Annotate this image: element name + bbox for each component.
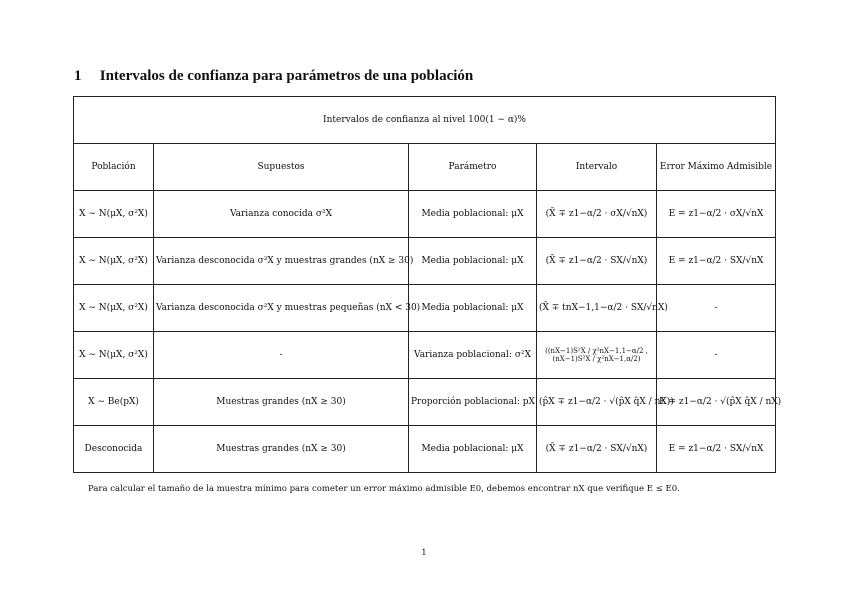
cell-assumptions: Varianza conocida σ²X [154, 191, 409, 238]
page-number: 1 [421, 548, 427, 558]
cell-max-error: E = z1−α/2 · √(p̂X q̂X / nX) [657, 379, 776, 426]
cell-max-error: E = z1−α/2 · SX/√nX [657, 426, 776, 473]
cell-population: X ∼ Be(pX) [74, 379, 154, 426]
table-row [74, 191, 776, 238]
cell-max-error: E = z1−α/2 · σX/√nX [657, 191, 776, 238]
cell-interval: (p̂X ∓ z1−α/2 · √(p̂X q̂X / nX)) [537, 379, 657, 426]
cell-max-error: - [657, 332, 776, 379]
cell-interval: (X̄ ∓ z1−α/2 · σX/√nX) [537, 191, 657, 238]
cell-parameter: Media poblacional: μX [409, 426, 537, 473]
table-caption: Intervalos de confianza al nivel 100(1 − α)% [74, 97, 776, 144]
table-row [74, 285, 776, 332]
cell-population: X ∼ N(μX, σ²X) [74, 238, 154, 285]
cell-parameter: Varianza poblacional: σ²X [409, 332, 537, 379]
cell-parameter: Media poblacional: μX [409, 238, 537, 285]
confidence-interval-table [73, 96, 782, 473]
cell-interval: (X̄ ∓ z1−α/2 · SX/√nX) [537, 238, 657, 285]
cell-assumptions: Varianza desconocida σ²X y muestras grandes (nX ≥ 30) [154, 238, 409, 285]
cell-max-error: - [657, 285, 776, 332]
cell-assumptions: - [154, 332, 409, 379]
section-heading [74, 68, 473, 85]
cell-assumptions: Varianza desconocida σ²X y muestras pequeñas (nX < 30) [154, 285, 409, 332]
table-row [74, 332, 776, 379]
cell-interval: (X̄ ∓ z1−α/2 · SX/√nX) [537, 426, 657, 473]
cell-population: Desconocida [74, 426, 154, 473]
table-row [74, 426, 776, 473]
table-caption-row [74, 97, 776, 144]
cell-parameter: Proporción poblacional: pX [409, 379, 537, 426]
table-header-row [74, 144, 776, 191]
header-population: Población [74, 144, 154, 191]
cell-interval: (X̄ ∓ tnX−1,1−α/2 · SX/√nX) [537, 285, 657, 332]
cell-assumptions: Muestras grandes (nX ≥ 30) [154, 379, 409, 426]
section-title: Intervalos de confianza para parámetros de una población [99, 68, 474, 84]
header-interval: Intervalo [537, 144, 657, 191]
header-parameter: Parámetro [409, 144, 537, 191]
header-max-error: Error Máximo Admisible [657, 144, 776, 191]
cell-population: X ∼ N(μX, σ²X) [74, 332, 154, 379]
sample-size-note: Para calcular el tamaño de la muestra mínimo para cometer un error máximo admisible E0, debemos encontrar nX que verifique E ≤ E0. [88, 484, 680, 494]
header-assumptions: Supuestos [154, 144, 409, 191]
cell-population: X ∼ N(μX, σ²X) [74, 285, 154, 332]
section-number: 1 [74, 68, 82, 84]
cell-parameter: Media poblacional: μX [409, 191, 537, 238]
cell-population: X ∼ N(μX, σ²X) [74, 191, 154, 238]
cell-interval: ((nX−1)S²X / χ²nX−1,1−α/2 , (nX−1)S²X / χ²nX−1,α/2) [537, 332, 657, 379]
cell-max-error: E = z1−α/2 · SX/√nX [657, 238, 776, 285]
table-row [74, 379, 776, 426]
cell-parameter: Media poblacional: μX [409, 285, 537, 332]
table-row [74, 238, 776, 285]
cell-assumptions: Muestras grandes (nX ≥ 30) [154, 426, 409, 473]
